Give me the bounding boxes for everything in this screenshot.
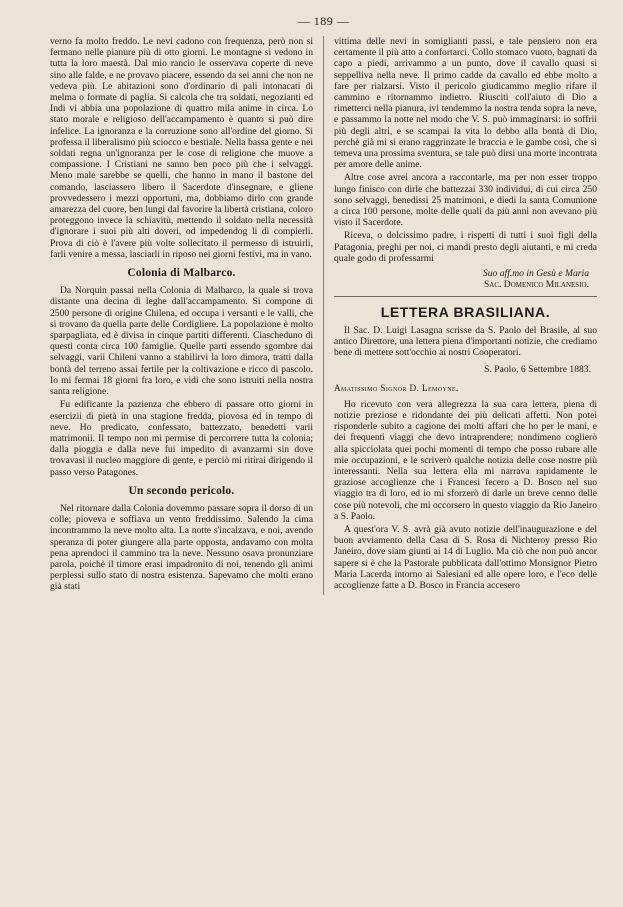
signature-closing: Suo aff.mo in Gesù e Maria [482,268,589,280]
right-column [323,36,597,595]
paragraph: A quest'ora V. S. avrà già avuto notizie dell'inaugurazione e del buon avviamento della Casa di S. Rosa di Nichteroy presso Rio Janeiro, dove siam giunti ai 14 di Luglio. Ma ciò che non può ancor sapere si è che la Pastorale pubblicata dall'ottimo Monsignor Pietro Maria Lacerda intorno ai Salesiani ed alle opere loro, e l'eco delle accoglienze fatte a D. Bosco in Francia accesero [334,523,597,591]
section-divider [334,296,597,297]
paragraph: Fu edificante la pazienza che ebbero di passare otto giorni in esercizii di pietà in una stagione fredda, piovosa ed in tempo di neve. Ho predicato, confessato, battezzato, benedetti varii matrimonii. Il tempo non mi permise di percorrere tutta la colonia; dalla pioggia e dalla neve fui impedito di avanzarmi sin dove trovavasi il nucleo maggiore di gente, e perciò mi ritirai dirigendo il passo verso Patagones. [50,399,313,478]
paragraph: Nel ritornare dalla Colonia dovemmo passare sopra il dorso di un colle; pioveva e soffiava un vento freddissimo. Salendo la cima incontrammo la neve molto alta. La notte s'incalzava, e noi, avendo speranza di poter giungere alla parte opposta, andavamo con molta pena aprendoci il cammino tra la neve. Nessuno osava pronunziare parola, poichè il timore erasi impadronito di noi, tenendo gli animi perplessi sullo stato di nostra esistenza. Sapevamo che molti erano già stati [50,502,313,593]
paragraph: Riceva, o dolcissimo padre, i rispetti di tutti i suoi figli della Patagonia, preghi per noi, ci mandi presto degli aiutanti, e mi creda quale godo di professarmi [334,230,597,264]
letter-title: LETTERA BRASILIANA. [380,304,551,321]
paragraph: Da Norquin passai nella Colonia di Malbarco, la quale si trova distante una decina di leghe dall'accampamento. Si compone di 2500 persone di origine Chilena, ed occupa i versanti e le valli, che si trovano da quella parte delle Cordigliere. La popolazione è molto sparpagliata, ed è divisa in cinque partiti differenti. Ciascheduno di questi conta circa 100 famiglie. Quelle parti essendo sgombre dai selvaggi, varii Chileni vanno a stabilirvi la loro dimora, tratti dalla bontà del terreno assai fertile per la coltivazione e ricco di pascolo. Io mi fermai 18 giorni fra loro, e vidi che sono istruiti nella nostra santa religione. [50,285,313,398]
paragraph: vittima delle nevi in somiglianti passi, e tale pensiero non era certamente il più atto a confortarci. Collo stomaco vuoto, bagnati da capo a piedi, arrivammo a un punto, dove il cavallo quasi si seppelliva nella neve. Il primo cadde da cavallo ed ebbe molto a fare per rialzarsi. Visto il pericolo giudicammo meglio rifare il cammino e ritornammo indietro. Riusciti coll'aiuto di Dio a rimetterci nella pianura, ivi tendemmo la nostra tenda sopra la neve, e passammo la notte nel modo che V. S. può immaginarsi: io soffrii più degli altri, e se scampai la vita lo debbo alla bontà di Dio, perchè già mi si erano raggrinzate le braccia e le gambe così, che si temeva una prossima sventura, se tale può dirsi una morte incontrata per amore delle anime. [334,36,597,171]
left-column [50,36,313,595]
paragraph: Altre cose avrei ancora a raccontarle, ma per non esser troppo lungo finisco con dirle che battezzai 330 individui, di cui circa 250 sono selvaggi, benedissi 25 matrimoni, e diedi la santa Comunione a circa 100 persone, molte delle quali da più anni non avevano più visto il Sacerdote. [334,172,597,229]
two-column-body [50,36,597,595]
letter-intro: Il Sac. D. Luigi Lasagna scrisse da S. Paolo del Brasile, al suo antico Direttore, una lettera piena d'importanti notizie, che crediamo bene di mettere sott'occhio ai nostri Cooperatori. [334,324,597,359]
salutation: Amatissimo Signor D. Lemoyne. [334,383,459,394]
dateline: S. Paolo, 6 Settembre 1883. [484,364,591,376]
page-number: — 189 — [297,14,350,28]
section-heading-secondo-pericolo: Un secondo pericolo. [128,484,235,497]
section-heading-malbarco: Colonia di Malbarco. [127,267,236,280]
paragraph: Ho ricevuto con vera allegrezza la sua cara lettera, piena di notizie preziose e ridondante dei più delicati affetti. Non potei risponderle subito a cagione dei molti affari che ho per le mani, e dei frequenti viaggi che devo intraprendere; nondimeno coglierò alla spicciolata quei pochi momenti di tempo che posso rubare alle mie occupazioni, e le scriverò qualche notizia delle cose nostre più interessanti. Nella sua lettera ella mi narrava rapidamente le graziose accoglienze che i Francesi fecero a D. Bosco nel suo viaggio tra di loro, ed io mi sforzerò di darle un breve cenno delle cose più notevoli, che mi occorsero in questo viaggio da Rio Janeiro a S. Paolo. [334,398,597,522]
paragraph: verno fa molto freddo. Le nevi cadono con frequenza, però non si fermano nelle pianure più di otto giorni. Le montagne si vedono in tutta la loro maestà. Dal mio rancio le osservava coperte di neve sino alle falde, e ne provavo piacere, essendo da sei anni che non ne vedeva più. Le abitazioni sono d'ordinario di pali intonacati di melma o formate di paglia. Si calcola che tra soldati, negozianti ed Indi vi abbia una popolazione di quattro mila anime in circa. Lo stato morale e religioso dell'accampamento è quanto si può dire infelice. La ignoranza e la corruzione sono all'ordine del giorno. Si professa il liberalismo più sciocco e bestiale. Nella bassa gente e nei soldati regna un'ignoranza per le cose di religione che muove a compassione. I Cristiani ne sanno ben poco più che i selvaggi. Meno male sarebbe se quelli, che hanno in mano il bastone del comando, lasciassero libero il Sacerdote d'insegnare, e gliene provvedessero i mezzi opportuni, ma, dobbiamo dirlo con grande amarezza del cuore, ben lungi dal favorire la libertà cristiana, coloro proteggono invece la schiavitù, mettendo il soldato nella necessità d'ignorare i suoi più alti doveri, od impedendog li di compierli. Prova di ciò è l'avere più volte sollecitato il permesso di istruirli, farli venire a messa, lasciarli in riposo nei giorni festivi, ma in vano. [50,36,313,260]
signature-name: Sac. Domenico Milanesio. [483,279,589,291]
